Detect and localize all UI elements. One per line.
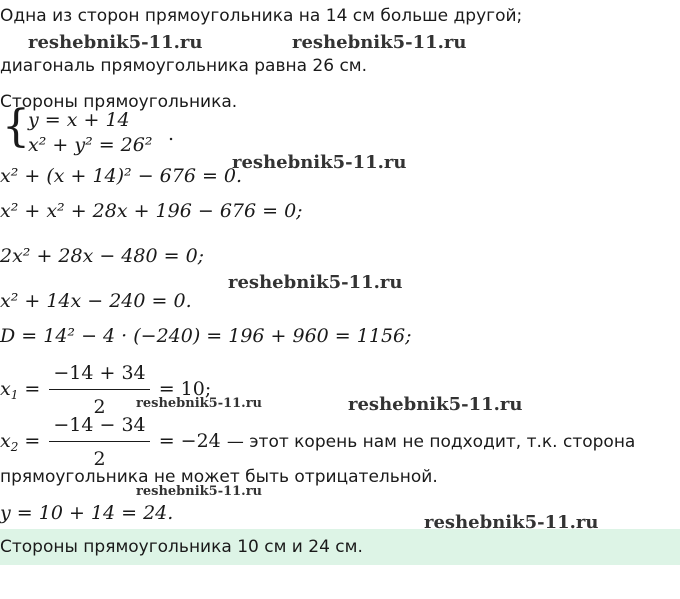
y-value: y = 10 + 14 = 24. (0, 502, 174, 524)
answer-box (0, 529, 680, 565)
x2-comment: — этот корень нам не подходит, т.к. сторона (226, 432, 636, 452)
problem-line-1: Одна из сторон прямоугольника на 14 см больше другой; (0, 6, 523, 26)
root-x2 (0, 412, 635, 472)
root-x1 (0, 360, 211, 420)
step-3: 2x² + 28x − 480 = 0; (0, 245, 205, 267)
watermark: reshebnik5-11.ru (28, 32, 203, 53)
watermark: reshebnik5-11.ru (136, 396, 263, 411)
system-dot: . (168, 123, 175, 145)
x2-result: = −24 (158, 430, 221, 452)
x1-denominator: 2 (93, 396, 106, 418)
sides-label: Стороны прямоугольника. (0, 92, 238, 112)
x1-fraction (49, 360, 149, 420)
watermark: reshebnik5-11.ru (228, 272, 403, 293)
watermark: reshebnik5-11.ru (232, 152, 407, 173)
step-2: x² + x² + 28x + 196 − 676 = 0; (0, 200, 303, 222)
step-4: x² + 14x − 240 = 0. (0, 290, 192, 312)
problem-line-2: диагональ прямоугольника равна 26 см. (0, 56, 368, 76)
watermark: reshebnik5-11.ru (136, 484, 263, 499)
system-eq-1: y = x + 14 (28, 109, 130, 131)
x1-numerator: −14 + 34 (49, 360, 149, 390)
x2-symbol: $x_2$ = (0, 430, 41, 454)
x1-result: = 10; (158, 378, 212, 400)
step-1: x² + (x + 14)² − 676 = 0. (0, 165, 243, 187)
x2-numerator: −14 − 34 (49, 412, 149, 442)
watermark: reshebnik5-11.ru (424, 512, 599, 533)
step-discriminant: D = 14² − 4 · (−240) = 196 + 960 = 1156; (0, 325, 412, 347)
watermark: reshebnik5-11.ru (292, 32, 467, 53)
x1-symbol: $x_1$ = (0, 378, 41, 402)
watermark: reshebnik5-11.ru (348, 394, 523, 415)
answer-text: Стороны прямоугольника 10 см и 24 см. (0, 537, 363, 557)
system-eq-2: x² + y² = 26² (28, 134, 153, 156)
system-brace: { (2, 101, 30, 152)
x2-fraction (49, 412, 149, 472)
x2-denominator: 2 (93, 448, 106, 470)
x2-comment-continued: прямоугольника не может быть отрицательной. (0, 467, 438, 487)
